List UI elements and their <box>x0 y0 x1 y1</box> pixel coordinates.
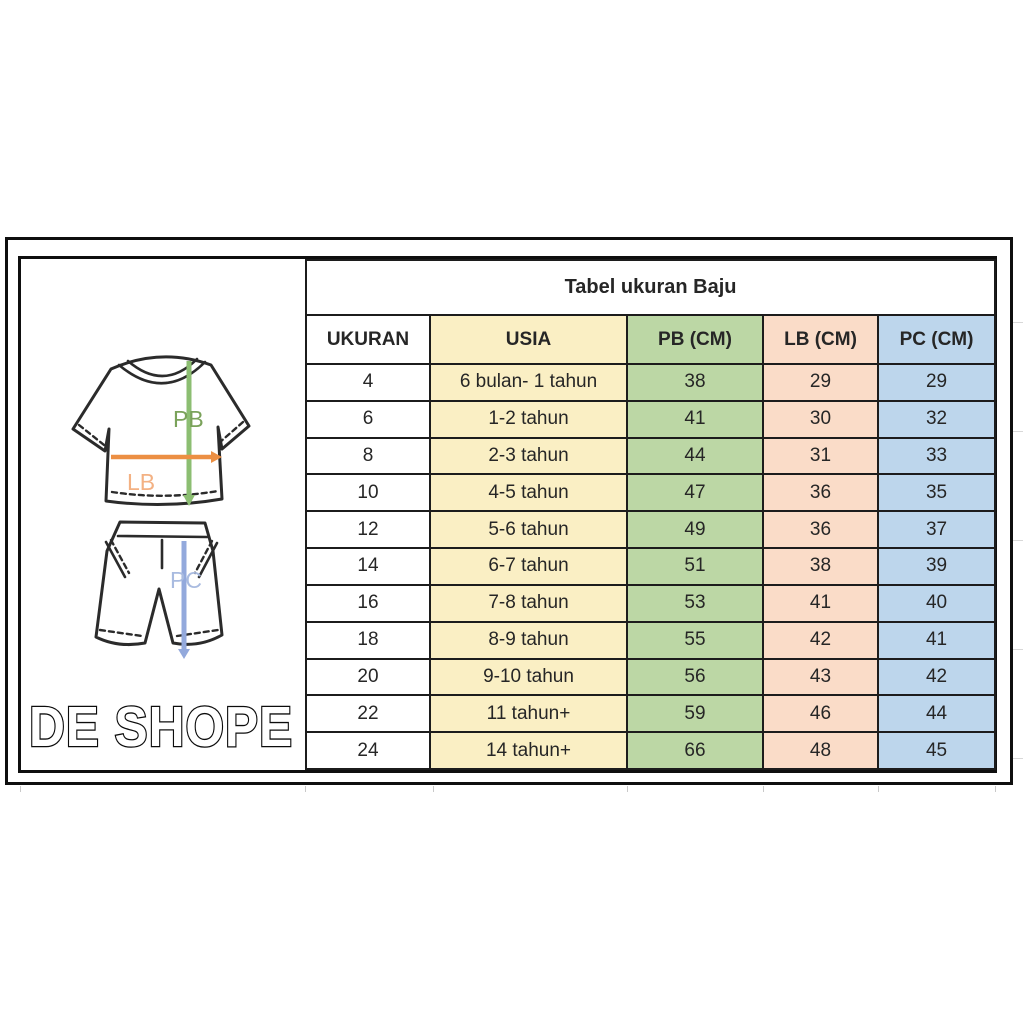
cell-lb: 42 <box>763 622 878 659</box>
cell-pb: 44 <box>627 438 763 475</box>
cell-ukuran: 8 <box>306 438 430 475</box>
cell-usia: 8-9 tahun <box>430 622 627 659</box>
table-row <box>306 695 995 732</box>
cell-lb: 36 <box>763 511 878 548</box>
col-header-usia: USIA <box>430 315 627 364</box>
cell-usia: 6-7 tahun <box>430 548 627 585</box>
shorts-illustration <box>96 522 222 645</box>
pb-label: PB <box>173 406 204 432</box>
tshirt-illustration <box>73 357 249 505</box>
col-header-pc: PC (CM) <box>878 315 995 364</box>
cell-lb: 31 <box>763 438 878 475</box>
brand-logo: DE SHOPE <box>29 695 293 759</box>
cell-pb: 49 <box>627 511 763 548</box>
size-table-area <box>305 259 994 770</box>
cell-usia: 2-3 tahun <box>430 438 627 475</box>
col-header-ukuran: UKURAN <box>306 315 430 364</box>
cell-ukuran: 14 <box>306 548 430 585</box>
cell-usia: 11 tahun+ <box>430 695 627 732</box>
table-row <box>306 511 995 548</box>
table-row <box>306 659 995 696</box>
cell-lb: 30 <box>763 401 878 438</box>
table-row <box>306 438 995 475</box>
gridline-tick <box>763 786 764 792</box>
gridline-tick <box>305 786 306 792</box>
cell-pb: 51 <box>627 548 763 585</box>
gridline-tick <box>1013 649 1023 650</box>
lb-label: LB <box>127 469 156 495</box>
cell-lb: 48 <box>763 732 878 769</box>
gridline-tick <box>1013 431 1023 432</box>
table-row <box>306 548 995 585</box>
cell-pb: 47 <box>627 474 763 511</box>
table-row <box>306 474 995 511</box>
cell-ukuran: 24 <box>306 732 430 769</box>
cell-pb: 41 <box>627 401 763 438</box>
table-row <box>306 622 995 659</box>
cell-pc: 45 <box>878 732 995 769</box>
cell-ukuran: 10 <box>306 474 430 511</box>
cell-lb: 43 <box>763 659 878 696</box>
cell-usia: 1-2 tahun <box>430 401 627 438</box>
table-row <box>306 401 995 438</box>
gridline-tick <box>433 786 434 792</box>
cell-pb: 59 <box>627 695 763 732</box>
table-row <box>306 585 995 622</box>
table-row <box>306 732 995 769</box>
cell-pc: 41 <box>878 622 995 659</box>
illustration-panel <box>21 259 305 770</box>
gridline-tick <box>878 786 879 792</box>
cell-usia: 6 bulan- 1 tahun <box>430 364 627 401</box>
cell-pc: 44 <box>878 695 995 732</box>
cell-pc: 42 <box>878 659 995 696</box>
size-table <box>305 259 996 770</box>
gridline-tick <box>20 786 21 792</box>
clothing-illustration <box>21 259 305 770</box>
cell-usia: 9-10 tahun <box>430 659 627 696</box>
cell-pb: 56 <box>627 659 763 696</box>
cell-lb: 38 <box>763 548 878 585</box>
cell-ukuran: 18 <box>306 622 430 659</box>
table-header-row <box>306 315 995 364</box>
cell-lb: 29 <box>763 364 878 401</box>
cell-pb: 38 <box>627 364 763 401</box>
cell-ukuran: 12 <box>306 511 430 548</box>
cell-ukuran: 20 <box>306 659 430 696</box>
cell-pc: 29 <box>878 364 995 401</box>
cell-pc: 32 <box>878 401 995 438</box>
pc-label: PC <box>170 567 202 593</box>
inner-frame <box>18 256 997 773</box>
cell-ukuran: 22 <box>306 695 430 732</box>
table-title: Tabel ukuran Baju <box>306 260 995 315</box>
gridline-tick <box>1013 758 1023 759</box>
cell-ukuran: 6 <box>306 401 430 438</box>
cell-lb: 46 <box>763 695 878 732</box>
cell-ukuran: 4 <box>306 364 430 401</box>
cell-usia: 7-8 tahun <box>430 585 627 622</box>
cell-usia: 4-5 tahun <box>430 474 627 511</box>
cell-pc: 40 <box>878 585 995 622</box>
cell-pc: 33 <box>878 438 995 475</box>
table-title-row <box>306 260 995 315</box>
gridline-tick <box>627 786 628 792</box>
cell-ukuran: 16 <box>306 585 430 622</box>
cell-pc: 39 <box>878 548 995 585</box>
gridline-tick <box>1013 322 1023 323</box>
cell-lb: 36 <box>763 474 878 511</box>
cell-pc: 37 <box>878 511 995 548</box>
cell-pb: 53 <box>627 585 763 622</box>
gridline-tick <box>995 786 996 792</box>
gridline-tick <box>1013 540 1023 541</box>
table-row <box>306 364 995 401</box>
col-header-lb: LB (CM) <box>763 315 878 364</box>
cell-usia: 5-6 tahun <box>430 511 627 548</box>
cell-usia: 14 tahun+ <box>430 732 627 769</box>
cell-pb: 55 <box>627 622 763 659</box>
cell-pb: 66 <box>627 732 763 769</box>
cell-pc: 35 <box>878 474 995 511</box>
col-header-pb: PB (CM) <box>627 315 763 364</box>
cell-lb: 41 <box>763 585 878 622</box>
